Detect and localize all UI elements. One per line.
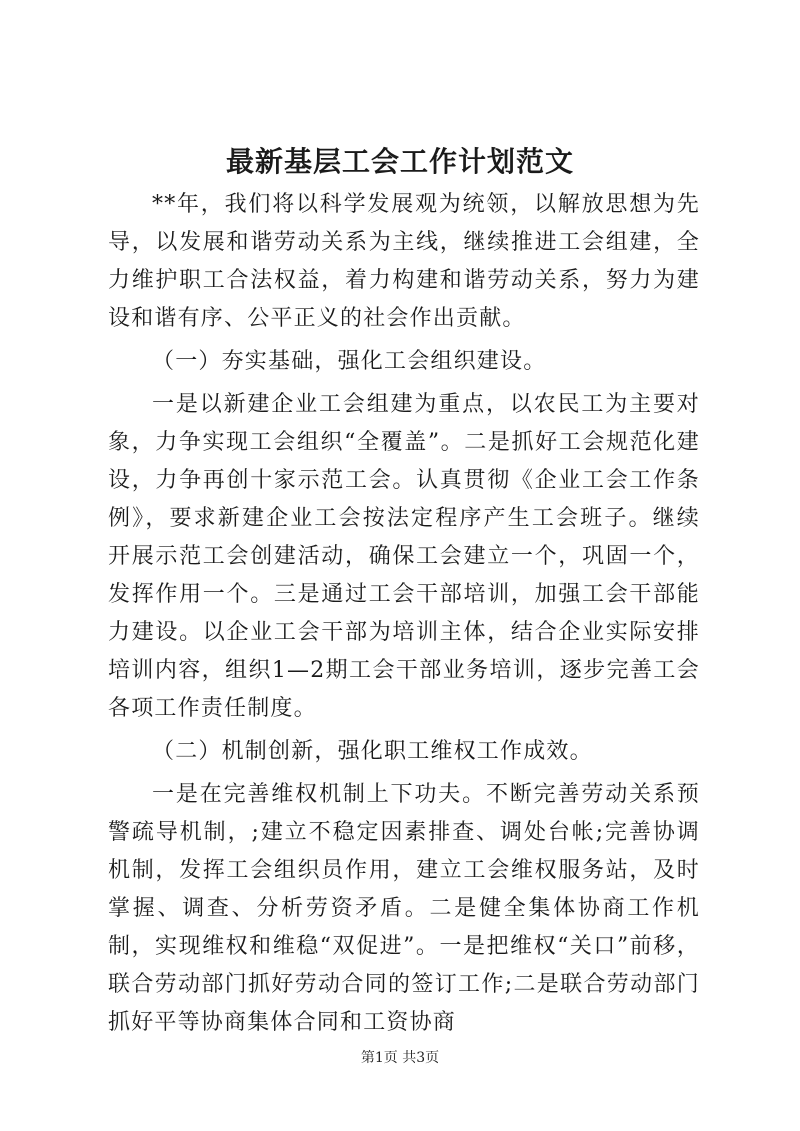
section-heading-2: （二）机制创新，强化职工维权工作成效。 bbox=[152, 739, 593, 764]
document-title: 最新基层工会工作计划范文 bbox=[225, 145, 574, 178]
section-heading-1: （一）夯实基础，强化工会组织建设。 bbox=[152, 349, 547, 374]
paragraph-intro: **年，我们将以科学发展观为统领，以解放思想为先导，以发展和谐劳动关系为主线，继续推进工会组建，全力维护职工合法权益，着力构建和谐劳动关系，努力为建设和谐有序、公平正义的社会作出贡献。 bbox=[108, 192, 700, 331]
document-body bbox=[108, 186, 700, 1047]
page-number-footer: 第1页 共3页 bbox=[360, 1050, 440, 1066]
paragraph-section-1: 一是以新建企业工会组建为重点，以农民工为主要对象，力争实现工会组织“全覆盖”。二是抓好工会规范化建设，力争再创十家示范工会。认真贯彻《企业工会工作条例》，要求新建企业工会按法定程序产生工会班子。继续开展示范工会创建活动，确保工会建立一个，巩固一个，发挥作用一个。三是通过工会干部培训，加强工会干部能力建设。以企业工会干部为培训主体，结合企业实际安排培训内容，组织1—2期工会干部业务培训，逐步完善工会各项工作责任制度。 bbox=[108, 392, 700, 721]
paragraph-section-2: 一是在完善维权机制上下功夫。不断完善劳动关系预警疏导机制，;建立不稳定因素排查、调处台帐;完善协调机制，发挥工会组织员作用，建立工会维权服务站，及时掌握、调查、分析劳资矛盾。二是健全集体协商工作机制，实现维权和维稳“双促进”。一是把维权“关口”前移，联合劳动部门抓好劳动合同的签订工作;二是联合劳动部门抓好平等协商集体合同和工资协商 bbox=[108, 782, 700, 1035]
